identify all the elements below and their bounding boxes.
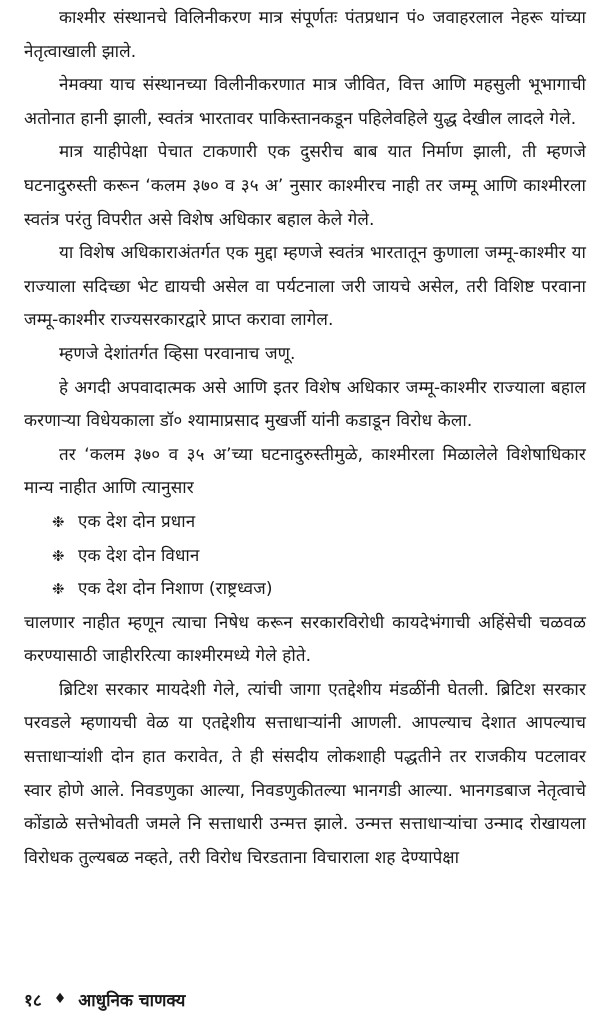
paragraph-7: तर ‘कलम ३७० व ३५ अ’च्या घटनादुरुस्तीमुळे, काश्मीरला मिळालेले विशेषाधिकार मान्य नाहीत आणि त्यानुसार bbox=[24, 444, 586, 499]
flower-bullet-icon: ❉ bbox=[52, 546, 65, 565]
paragraph-3: मात्र याहीपेक्षा पेचात टाकणारी एक दुसरीच बाब यात निर्माण झाली, ती म्हणजे घटनादुरुस्ती करून ‘कलम ३७० व ३५ अ’ नुसार काश्मीरच नाही तर जम्मू आणि काश्मीरला स्वतंत्र परंतु विपरीत असे विशेष अधिकार बहाल केले गेले. bbox=[24, 142, 586, 230]
bullet-item bbox=[52, 573, 586, 607]
bullet-item bbox=[52, 506, 586, 540]
paragraph-final: ब्रिटिश सरकार मायदेशी गेले, त्यांची जागा एतद्देशीय मंडळींनी घेतली. ब्रिटिश सरकार परवडले म्हणायची वेळ या एतद्देशीय सत्ताधाऱ्यांनी आणली. आपल्याच देशात आपल्याच सत्ताधाऱ्यांशी दोन हात करावेत, ते ही संसदीय लोकशाही पद्धतीने तर राजकीय पटलावर स्वार होणे आले. निवडणुका आल्या, निवडणुकीतल्या भानगडी आल्या. भानगडबाज नेतृत्वाचे कोंडाळे सत्तेभोवती जमले नि सत्ताधारी उन्मत्त झाले. उन्मत्त सत्ताधाऱ्यांचा उन्माद रोखायला विरोधक तुल्यबळ नव्हते, तरी विरोध चिरडताना विचाराला शह देण्यापेक्षा bbox=[24, 679, 586, 868]
paragraph-after-bullets: चालणार नाहीत म्हणून त्याचा निषेध करून सरकारविरोधी कायदेभंगाची अहिंसेची चळवळ करण्यासाठी जाहीररित्या काश्मीरमध्ये गेले होते. bbox=[24, 612, 586, 667]
leaf-ornament-icon: ♦ bbox=[53, 991, 67, 1007]
bullet-text: एक देश दोन निशाण (राष्ट्रध्वज) bbox=[78, 579, 273, 600]
flower-bullet-icon: ❉ bbox=[52, 512, 65, 531]
paragraph-5: म्हणजे देशांतर्गत व्हिसा परवानाच जणू. bbox=[59, 343, 296, 364]
bullet-text: एक देश दोन प्रधान bbox=[78, 511, 196, 532]
body-text bbox=[24, 2, 586, 875]
paragraph-4: या विशेष अधिकाराअंतर्गत एक मुद्दा म्हणजे स्वतंत्र भारतातून कुणाला जम्मू-काश्मीर या राज्याला सदिच्छा भेट द्यायची असेल वा पर्यटनाला जरी जायचे असेल, तरी विशिष्ट परवाना जम्मू-काश्मीर राज्यसरकारद्वारे प्राप्त करावा लागेल. bbox=[24, 243, 586, 331]
bullet-list bbox=[24, 506, 586, 607]
paragraph-2: नेमक्या याच संस्थानच्या विलीनीकरणात मात्र जीवित, वित्त आणि महसुली भूभागाची अतोनात हानी झाली, स्वतंत्र भारतावर पाकिस्तानकडून पहिलेवहिले युद्ध देखील लादले गेले. bbox=[24, 75, 586, 129]
paragraph-6: हे अगदी अपवादात्मक असे आणि इतर विशेष अधिकार जम्मू-काश्मीर राज्याला बहाल करणाऱ्या विधेयकाला डॉ० श्यामाप्रसाद मुखर्जी यांनी कडाडून विरोध केला. bbox=[24, 377, 586, 432]
page-footer bbox=[24, 984, 185, 1014]
book-page bbox=[24, 2, 586, 1031]
page-number: १८ bbox=[24, 990, 42, 1011]
bullet-item bbox=[52, 540, 586, 574]
flower-bullet-icon: ❉ bbox=[52, 580, 65, 599]
paragraph-1: काश्मीर संस्थानचे विलिनीकरण मात्र संपूर्णतः पंतप्रधान पं० जवाहरलाल नेहरू यांच्या नेतृत्वाखाली झाले. bbox=[24, 8, 586, 62]
bullet-text: एक देश दोन विधान bbox=[78, 545, 200, 566]
book-title: आधुनिक चाणक्य bbox=[78, 990, 186, 1011]
